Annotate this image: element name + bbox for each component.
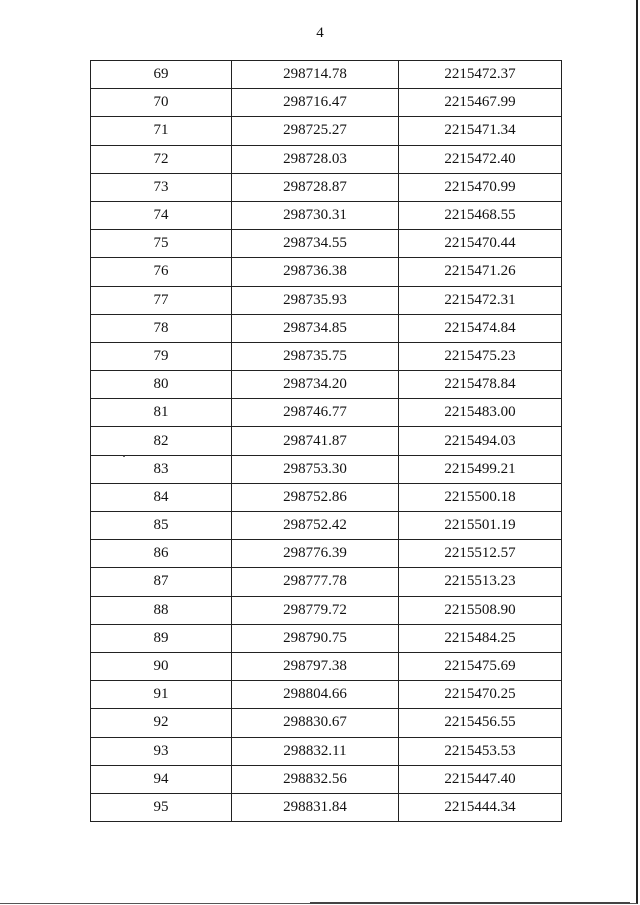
- x-coordinate-cell: 298752.86: [232, 483, 399, 511]
- point-number-cell: 77: [91, 286, 232, 314]
- x-coordinate-cell: 298734.85: [232, 314, 399, 342]
- x-coordinate-cell: 298776.39: [232, 540, 399, 568]
- scan-artifact-dot: [123, 455, 125, 457]
- x-coordinate-cell: 298832.11: [232, 737, 399, 765]
- x-coordinate-cell: 298730.31: [232, 201, 399, 229]
- y-coordinate-cell: 2215494.03: [399, 427, 562, 455]
- table-row: [91, 624, 562, 652]
- table-row: [91, 258, 562, 286]
- y-coordinate-cell: 2215512.57: [399, 540, 562, 568]
- table-row: [91, 793, 562, 821]
- y-coordinate-cell: 2215470.44: [399, 230, 562, 258]
- point-number-cell: 69: [91, 61, 232, 89]
- y-coordinate-cell: 2215456.55: [399, 709, 562, 737]
- table-row: [91, 652, 562, 680]
- table-row: [91, 709, 562, 737]
- x-coordinate-cell: 298797.38: [232, 652, 399, 680]
- x-coordinate-cell: 298746.77: [232, 399, 399, 427]
- y-coordinate-cell: 2215475.23: [399, 342, 562, 370]
- x-coordinate-cell: 298753.30: [232, 455, 399, 483]
- y-coordinate-cell: 2215467.99: [399, 89, 562, 117]
- x-coordinate-cell: 298752.42: [232, 512, 399, 540]
- table-row: [91, 568, 562, 596]
- x-coordinate-cell: 298741.87: [232, 427, 399, 455]
- y-coordinate-cell: 2215444.34: [399, 793, 562, 821]
- table-row: [91, 201, 562, 229]
- table-row: [91, 286, 562, 314]
- table-row: [91, 89, 562, 117]
- y-coordinate-cell: 2215500.18: [399, 483, 562, 511]
- y-coordinate-cell: 2215513.23: [399, 568, 562, 596]
- table-row: [91, 371, 562, 399]
- y-coordinate-cell: 2215470.25: [399, 681, 562, 709]
- point-number-cell: 87: [91, 568, 232, 596]
- point-number-cell: 82: [91, 427, 232, 455]
- x-coordinate-cell: 298714.78: [232, 61, 399, 89]
- table-row: [91, 173, 562, 201]
- x-coordinate-cell: 298779.72: [232, 596, 399, 624]
- x-coordinate-cell: 298804.66: [232, 681, 399, 709]
- x-coordinate-cell: 298735.93: [232, 286, 399, 314]
- table-row: [91, 399, 562, 427]
- point-number-cell: 81: [91, 399, 232, 427]
- y-coordinate-cell: 2215484.25: [399, 624, 562, 652]
- x-coordinate-cell: 298728.03: [232, 145, 399, 173]
- x-coordinate-cell: 298734.55: [232, 230, 399, 258]
- point-number-cell: 85: [91, 512, 232, 540]
- y-coordinate-cell: 2215474.84: [399, 314, 562, 342]
- y-coordinate-cell: 2215472.37: [399, 61, 562, 89]
- y-coordinate-cell: 2215478.84: [399, 371, 562, 399]
- point-number-cell: 90: [91, 652, 232, 680]
- point-number-cell: 89: [91, 624, 232, 652]
- point-number-cell: 83: [91, 455, 232, 483]
- y-coordinate-cell: 2215447.40: [399, 765, 562, 793]
- point-number-cell: 86: [91, 540, 232, 568]
- table-row: [91, 117, 562, 145]
- table-row: [91, 512, 562, 540]
- table-row: [91, 540, 562, 568]
- y-coordinate-cell: 2215499.21: [399, 455, 562, 483]
- point-number-cell: 94: [91, 765, 232, 793]
- x-coordinate-cell: 298831.84: [232, 793, 399, 821]
- table-row: [91, 145, 562, 173]
- x-coordinate-cell: 298736.38: [232, 258, 399, 286]
- y-coordinate-cell: 2215501.19: [399, 512, 562, 540]
- point-number-cell: 91: [91, 681, 232, 709]
- point-number-cell: 79: [91, 342, 232, 370]
- table-row: [91, 455, 562, 483]
- coordinates-table-body: [91, 61, 562, 822]
- coordinates-table: [90, 60, 562, 822]
- y-coordinate-cell: 2215470.99: [399, 173, 562, 201]
- table-row: [91, 596, 562, 624]
- x-coordinate-cell: 298728.87: [232, 173, 399, 201]
- y-coordinate-cell: 2215453.53: [399, 737, 562, 765]
- point-number-cell: 84: [91, 483, 232, 511]
- table-row: [91, 314, 562, 342]
- table-row: [91, 427, 562, 455]
- point-number-cell: 95: [91, 793, 232, 821]
- y-coordinate-cell: 2215472.40: [399, 145, 562, 173]
- point-number-cell: 71: [91, 117, 232, 145]
- page-number: 4: [316, 25, 324, 41]
- y-coordinate-cell: 2215483.00: [399, 399, 562, 427]
- x-coordinate-cell: 298735.75: [232, 342, 399, 370]
- table-row: [91, 681, 562, 709]
- y-coordinate-cell: 2215471.34: [399, 117, 562, 145]
- table-row: [91, 230, 562, 258]
- point-number-cell: 73: [91, 173, 232, 201]
- table-row: [91, 483, 562, 511]
- x-coordinate-cell: 298832.56: [232, 765, 399, 793]
- table-row: [91, 737, 562, 765]
- y-coordinate-cell: 2215475.69: [399, 652, 562, 680]
- y-coordinate-cell: 2215508.90: [399, 596, 562, 624]
- point-number-cell: 75: [91, 230, 232, 258]
- x-coordinate-cell: 298734.20: [232, 371, 399, 399]
- point-number-cell: 74: [91, 201, 232, 229]
- bottom-rule: [310, 902, 630, 904]
- point-number-cell: 88: [91, 596, 232, 624]
- point-number-cell: 80: [91, 371, 232, 399]
- y-coordinate-cell: 2215468.55: [399, 201, 562, 229]
- point-number-cell: 72: [91, 145, 232, 173]
- point-number-cell: 76: [91, 258, 232, 286]
- x-coordinate-cell: 298725.27: [232, 117, 399, 145]
- table-row: [91, 765, 562, 793]
- x-coordinate-cell: 298777.78: [232, 568, 399, 596]
- table-row: [91, 342, 562, 370]
- point-number-cell: 92: [91, 709, 232, 737]
- point-number-cell: 78: [91, 314, 232, 342]
- y-coordinate-cell: 2215471.26: [399, 258, 562, 286]
- point-number-cell: 93: [91, 737, 232, 765]
- x-coordinate-cell: 298716.47: [232, 89, 399, 117]
- y-coordinate-cell: 2215472.31: [399, 286, 562, 314]
- x-coordinate-cell: 298790.75: [232, 624, 399, 652]
- point-number-cell: 70: [91, 89, 232, 117]
- x-coordinate-cell: 298830.67: [232, 709, 399, 737]
- table-row: [91, 61, 562, 89]
